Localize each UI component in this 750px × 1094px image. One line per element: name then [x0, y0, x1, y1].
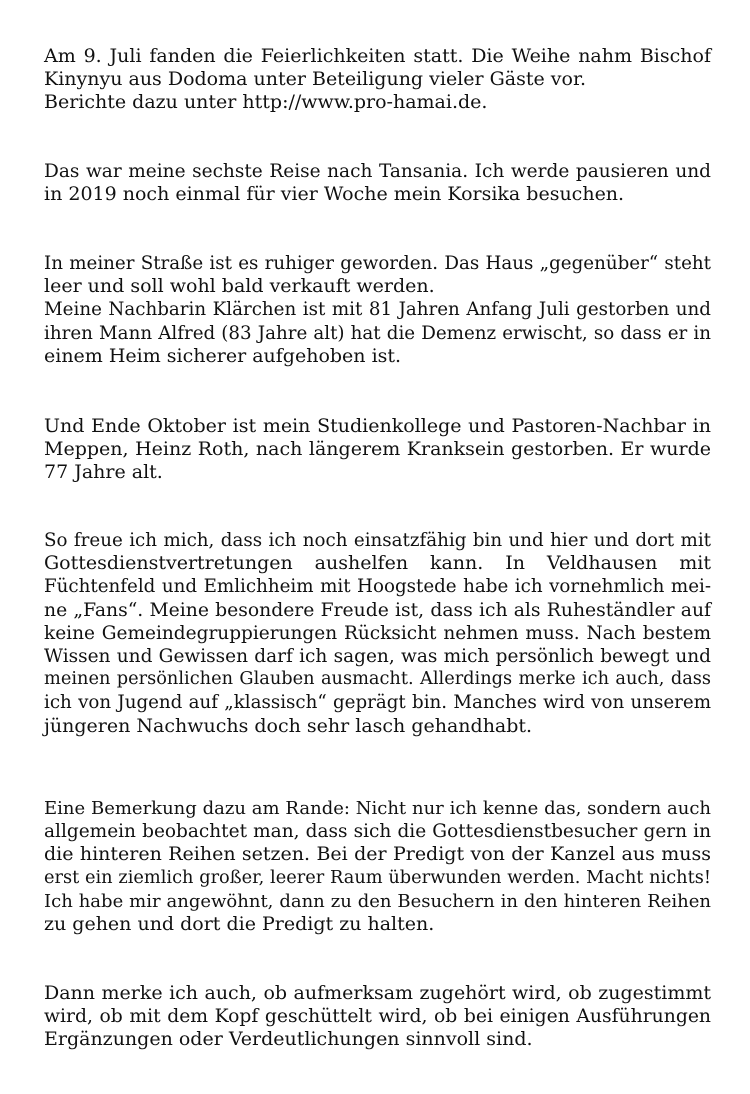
text-line: ich von Jugend auf „klassisch“ geprägt bin. Manches wird von unserem — [44, 692, 711, 714]
text-line: Dann merke ich auch, ob aufmerksam zugehört wird, ob zugestimmt — [44, 982, 711, 1004]
text-line: leer und soll wohl bald verkauft werden. — [44, 275, 435, 298]
text-line: 77 Jahre alt. — [44, 461, 163, 484]
paragraph-observation — [44, 982, 711, 1052]
paragraph-colleague — [44, 415, 711, 485]
text-line: Am 9. Juli fanden die Feierlichkeiten statt. Die Weihe nahm Bischof — [44, 45, 711, 67]
text-line: meinen persönlichen Glauben ausmacht. Allerdings merke ich auch, dass — [44, 669, 711, 690]
text-line: Meppen, Heinz Roth, nach längerem Kranksein gestorben. Er wurde — [44, 438, 711, 461]
text-line: Gottesdienstvertretungen aushelfen kann. In Veldhausen mit — [44, 552, 711, 575]
paragraph-street — [44, 252, 711, 368]
text-line: Meine Nachbarin Klärchen ist mit 81 Jahren Anfang Juli gestorben und — [44, 299, 711, 321]
text-line: Das war meine sechste Reise nach Tansania. Ich werde pausieren und — [44, 161, 711, 182]
text-line: Kinynyu aus Dodoma unter Beteiligung vieler Gäste vor. — [44, 68, 587, 91]
text-line: Ich habe mir angewöhnt, dann zu den Besuchern in den hinteren Reihen — [44, 890, 711, 912]
text-line: So freue ich mich, dass ich noch einsatzfähig bin und hier und dort mit — [44, 530, 711, 551]
paragraph-consecration — [44, 45, 711, 115]
text-line: Wissen und Gewissen darf ich sagen, was mich persönlich bewegt und — [44, 646, 711, 668]
text-line: erst ein ziemlich großer, leerer Raum überwunden werden. Macht nichts! — [44, 867, 711, 888]
text-line: einem Heim sicherer aufgehoben ist. — [44, 344, 402, 367]
paragraph-travel — [44, 160, 711, 206]
text-line: wird, ob mit dem Kopf geschüttelt wird, ob bei einigen Ausführungen — [44, 1006, 711, 1028]
text-line: die hinteren Reihen setzen. Bei der Predigt von der Kanzel aus muss — [44, 843, 711, 866]
text-line: ne „Fans“. Meine besondere Freude ist, dass ich als Ruheständler auf — [44, 599, 711, 621]
text-line: zu gehen und dort die Predigt zu halten. — [44, 913, 435, 936]
text-line: ihren Mann Alfred (83 Jahre alt) hat die Demenz erwischt, so dass er in — [44, 322, 711, 344]
text-line: allgemein beobachtet man, dass sich die Gottesdienstbesucher gern in — [44, 821, 711, 843]
text-line: Füchtenfeld und Emlichheim mit Hoogstede habe ich vornehmlich mei- — [44, 576, 711, 598]
text-line: in 2019 noch einmal für vier Woche mein Korsika besuchen. — [44, 183, 625, 206]
text-line: Und Ende Oktober ist mein Studienkollege und Pastoren-Nachbar in — [44, 415, 711, 437]
text-line: Ergänzungen oder Verdeutlichungen sinnvoll sind. — [44, 1028, 533, 1051]
paragraph-remark — [44, 797, 711, 936]
text-line: Eine Bemerkung dazu am Rande: Nicht nur ich kenne das, sondern auch — [44, 798, 711, 819]
text-line: In meiner Straße ist es ruhiger geworden. Das Haus „gegenüber“ steht — [44, 253, 711, 274]
text-line: jüngeren Nachwuchs doch sehr lasch gehandhabt. — [44, 714, 533, 737]
paragraph-services — [44, 529, 711, 738]
text-line: Berichte dazu unter http://www.pro-hamai.de. — [44, 91, 488, 114]
text-line: keine Gemeindegruppierungen Rücksicht nehmen muss. Nach bestem — [44, 622, 711, 644]
